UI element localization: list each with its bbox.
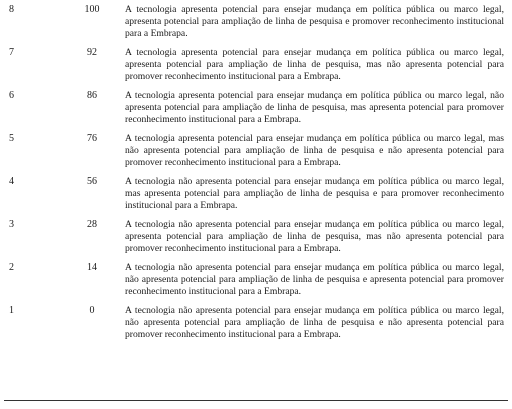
description-cell: A tecnologia apresenta potencial para ensejar mudança em política pública ou marco legal, apresenta potencial para ampliação de linha de pesquisa e promover reconhecimento institucional para a Embrapa. — [125, 4, 504, 39]
level-cell: 8 — [9, 4, 14, 15]
table-row — [8, 90, 504, 126]
level-cell: 6 — [9, 90, 14, 101]
score-cell: 86 — [87, 90, 97, 101]
score-cell: 28 — [87, 219, 97, 230]
table-row — [8, 219, 504, 255]
table-bottom-rule — [4, 400, 508, 401]
level-cell: 1 — [9, 305, 14, 316]
level-cell: 7 — [9, 47, 14, 58]
score-table — [8, 4, 504, 348]
level-cell: 3 — [9, 219, 14, 230]
score-cell: 56 — [87, 176, 97, 187]
score-cell: 0 — [89, 305, 95, 316]
score-cell: 76 — [87, 133, 97, 144]
table-row — [8, 47, 504, 83]
table-row — [8, 176, 504, 212]
table-row — [8, 262, 504, 298]
description-cell: A tecnologia não apresenta potencial para ensejar mudança em política pública ou marco legal, não apresenta potencial para ampliação de linha de pesquisa e não apresenta potencial para promover reconhecimento institucional para a Embrapa. — [125, 305, 504, 340]
description-cell: A tecnologia apresenta potencial para ensejar mudança em política pública ou marco legal, não apresenta potencial para ampliação de linha de pesquisa, mas apresenta potencial para promover reconhecimento institucional para a Embrapa. — [125, 90, 504, 125]
table-row — [8, 4, 504, 40]
score-cell: 100 — [84, 4, 100, 15]
description-cell: A tecnologia não apresenta potencial para ensejar mudança em política pública ou marco legal, não apresenta potencial para ampliação de linha de pesquisa e apresenta potencial para promover reconhecimento institucional para a Embrapa. — [125, 262, 504, 297]
description-cell: A tecnologia apresenta potencial para ensejar mudança em política pública ou marco legal, apresenta potencial para ampliação de linha de pesquisa, mas não apresenta potencial para promover reconhecimento institucional para a Embrapa. — [125, 47, 504, 82]
description-cell: A tecnologia apresenta potencial para ensejar mudança em política pública ou marco legal, mas não apresenta potencial para ampliação de linha de pesquisa e não apresenta potencial para promover reconhecimento institucional para a Embrapa. — [125, 133, 504, 168]
table-row — [8, 305, 504, 341]
table-row — [8, 133, 504, 169]
description-cell: A tecnologia não apresenta potencial para ensejar mudança em política pública ou marco legal, apresenta potencial para ampliação de linha de pesquisa, mas não apresenta potencial para promover reconhecimento institucional para a Embrapa. — [125, 219, 504, 254]
level-cell: 2 — [9, 262, 14, 273]
score-cell: 92 — [87, 47, 97, 58]
description-cell: A tecnologia não apresenta potencial para ensejar mudança em política pública ou marco legal, mas apresenta potencial para ampliação de linha de pesquisa e para promover reconhecimento institucional para a Embrapa. — [125, 176, 504, 211]
level-cell: 5 — [9, 133, 14, 144]
level-cell: 4 — [9, 176, 14, 187]
score-cell: 14 — [87, 262, 97, 273]
